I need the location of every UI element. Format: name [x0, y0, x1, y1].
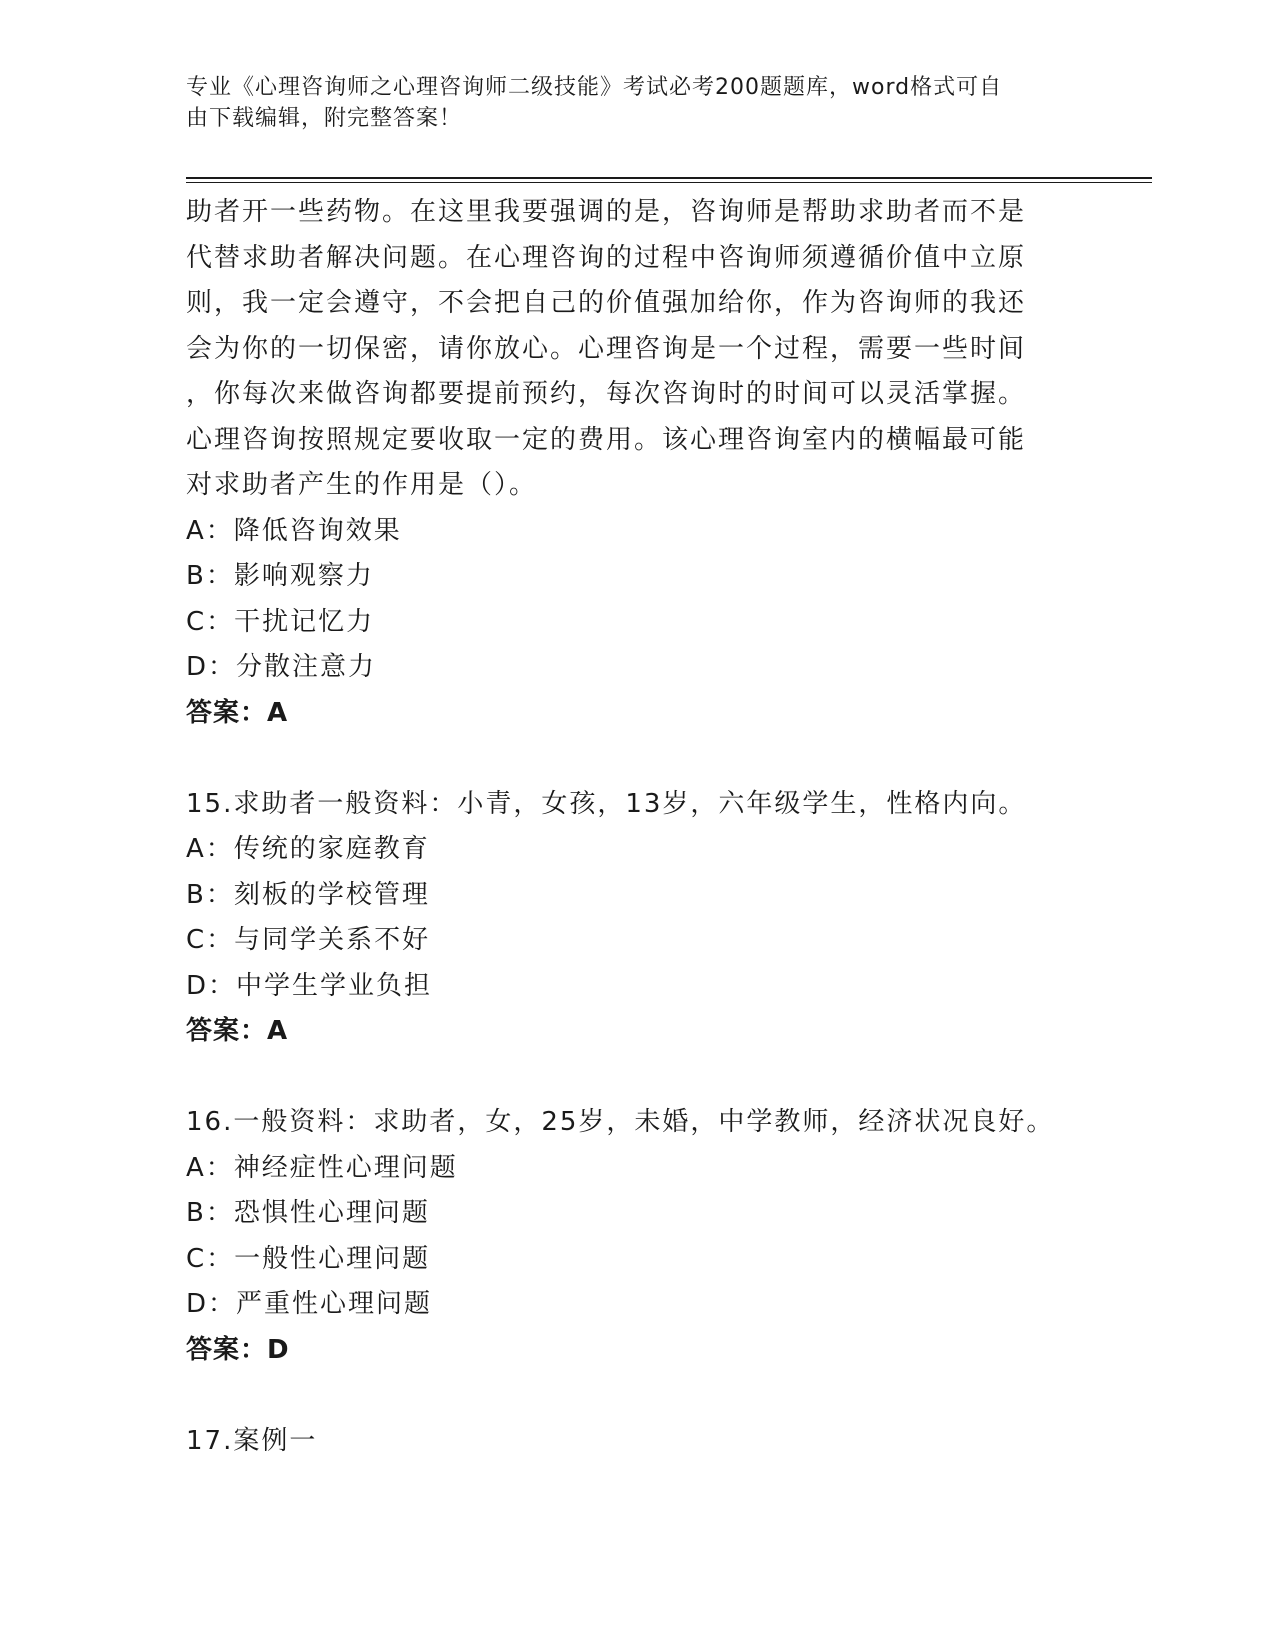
question-stem-line: 助者开一些药物。在这里我要强调的是，咨询师是帮助求助者而不是	[186, 197, 1027, 227]
question-stem-line: 则，我一定会遵守，不会把自己的价值强加给你，作为咨询师的我还	[186, 288, 1027, 318]
answer-line: 答案：D	[186, 1334, 290, 1365]
answer-line: 答案：A	[186, 1016, 289, 1046]
answer-line: 答案：A	[186, 697, 289, 728]
option-c: C：一般性心理问题	[186, 1243, 431, 1274]
question-stem-line: 代替求助者解决问题。在心理咨询的过程中咨询师须遵循价值中立原	[186, 242, 1027, 273]
spacer	[186, 1055, 1086, 1101]
option-a: A：传统的家庭教育	[186, 834, 430, 864]
option-a: A：降低咨询效果	[186, 515, 402, 546]
option-c: C：与同学关系不好	[186, 925, 431, 955]
question-stem: 17.案例一	[186, 1425, 318, 1456]
question-stem-line: 会为你的一切保密，请你放心。心理咨询是一个过程，需要一些时间	[186, 333, 1027, 364]
option-a: A：神经症性心理问题	[186, 1152, 458, 1183]
spacer	[186, 1373, 1086, 1419]
document-body	[186, 190, 1086, 1464]
question-stem-line: 对求助者产生的作用是（）。	[186, 470, 538, 500]
question-stem-line: ，你每次来做咨询都要提前预约，每次咨询时的时间可以灵活掌握。	[186, 379, 1027, 409]
question-16	[186, 1100, 1086, 1373]
option-b: B：恐惧性心理问题	[186, 1198, 430, 1228]
spacer	[186, 736, 1086, 782]
option-d: D：分散注意力	[186, 652, 377, 682]
header-divider-thin	[186, 182, 1152, 183]
option-b: B：刻板的学校管理	[186, 879, 430, 910]
option-b: B：影响观察力	[186, 561, 374, 591]
document-header	[186, 72, 1066, 134]
question-stem: 16.一般资料：求助者，女，25岁，未婚，中学教师，经济状况良好。	[186, 1107, 1055, 1137]
question-stem: 15.求助者一般资料：小青，女孩，13岁，六年级学生，性格内向。	[186, 788, 1027, 819]
question-14	[186, 190, 1086, 736]
option-d: D：严重性心理问题	[186, 1289, 433, 1319]
question-stem-line: 心理咨询按照规定要收取一定的费用。该心理咨询室内的横幅最可能	[186, 424, 1027, 455]
option-c: C：干扰记忆力	[186, 606, 375, 637]
question-17	[186, 1419, 1086, 1465]
header-title-line-1: 专业《心理咨询师之心理咨询师二级技能》考试必考200题题库，word格式可自	[186, 75, 1003, 100]
header-divider-thick	[186, 177, 1152, 179]
option-d: D：中学生学业负担	[186, 970, 433, 1001]
question-15	[186, 782, 1086, 1055]
header-title-line-2: 由下载编辑，附完整答案！	[186, 106, 463, 131]
